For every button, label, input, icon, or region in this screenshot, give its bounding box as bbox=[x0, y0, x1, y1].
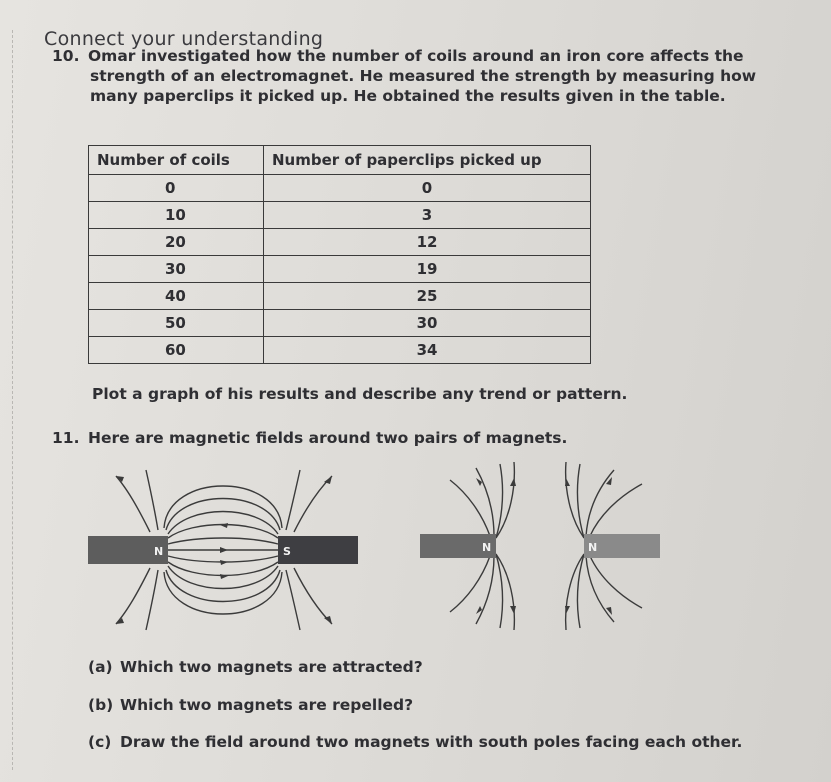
part-text: Which two magnets are attracted? bbox=[120, 658, 423, 676]
part-text: Which two magnets are repelled? bbox=[120, 696, 414, 714]
table-header-row bbox=[89, 146, 591, 175]
question-text-line: strength of an electromagnet. He measured the strength by measuring how bbox=[90, 67, 757, 85]
pole-label: N bbox=[482, 541, 492, 554]
question-11 bbox=[52, 428, 567, 448]
table-cell: 34 bbox=[264, 337, 591, 364]
pole-label: N bbox=[588, 541, 598, 554]
table-cell: 0 bbox=[89, 175, 264, 202]
table-cell: 20 bbox=[89, 229, 264, 256]
question-11c bbox=[88, 733, 742, 751]
table-row bbox=[89, 256, 591, 283]
question-11a bbox=[88, 658, 423, 676]
table-row bbox=[89, 229, 591, 256]
table-cell: 19 bbox=[264, 256, 591, 283]
question-text-line: many paperclips it picked up. He obtained the results given in the table. bbox=[90, 87, 726, 105]
table-row bbox=[89, 202, 591, 229]
results-table bbox=[88, 145, 591, 364]
table-row bbox=[89, 337, 591, 364]
plot-instruction: Plot a graph of his results and describe any trend or pattern. bbox=[92, 385, 628, 403]
pole-label: S bbox=[283, 545, 291, 558]
table-row bbox=[89, 283, 591, 310]
table-row bbox=[89, 310, 591, 337]
part-label: (c) bbox=[88, 733, 112, 751]
attracting-magnets-figure bbox=[88, 468, 358, 648]
table-cell: 10 bbox=[89, 202, 264, 229]
table-row bbox=[89, 175, 591, 202]
question-10 bbox=[52, 46, 792, 106]
part-label: (a) bbox=[88, 658, 113, 676]
part-text: Draw the field around two magnets with south poles facing each other. bbox=[120, 733, 743, 751]
margin-line bbox=[12, 30, 13, 770]
question-number: 10. bbox=[52, 47, 80, 65]
repelling-magnets-figure bbox=[420, 458, 665, 638]
column-header-coils: Number of coils bbox=[89, 146, 264, 175]
table-cell: 25 bbox=[264, 283, 591, 310]
table-cell: 30 bbox=[89, 256, 264, 283]
column-header-paperclips: Number of paperclips picked up bbox=[264, 146, 591, 175]
table-cell: 50 bbox=[89, 310, 264, 337]
section-heading: Connect your understanding bbox=[44, 28, 324, 50]
question-number: 11. bbox=[52, 429, 80, 447]
table-cell: 40 bbox=[89, 283, 264, 310]
table-cell: 0 bbox=[264, 175, 591, 202]
pole-label: N bbox=[154, 545, 164, 558]
question-11b bbox=[88, 696, 413, 714]
table-cell: 12 bbox=[264, 229, 591, 256]
question-text-line: Omar investigated how the number of coils around an iron core affects the bbox=[88, 47, 744, 65]
table-cell: 3 bbox=[264, 202, 591, 229]
part-label: (b) bbox=[88, 696, 114, 714]
table-cell: 30 bbox=[264, 310, 591, 337]
question-text: Here are magnetic fields around two pairs of magnets. bbox=[88, 429, 568, 447]
table-cell: 60 bbox=[89, 337, 264, 364]
